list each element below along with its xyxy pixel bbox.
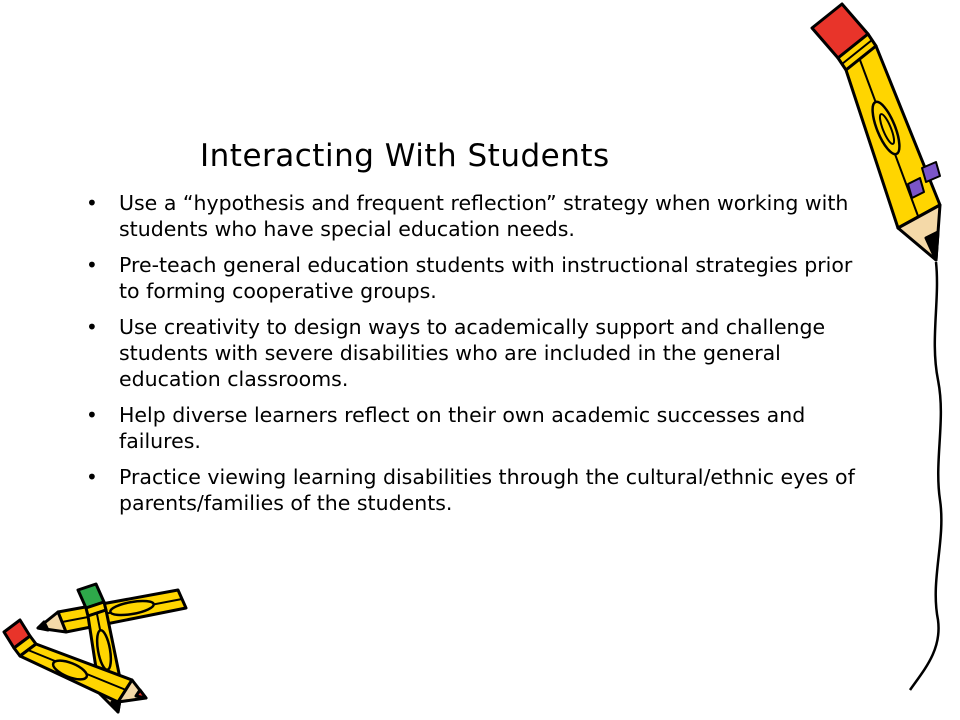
- bullet-icon: •: [86, 315, 98, 339]
- bullet-item: [84, 402, 874, 454]
- bullet-item: [84, 190, 874, 242]
- bullet-text: Use creativity to design ways to academically support and challenge students with severe disabilities who are included in the general education classrooms.: [119, 315, 826, 391]
- bullet-item: [84, 314, 874, 392]
- slide-title: Interacting With Students: [200, 138, 610, 174]
- bullet-icon: •: [86, 465, 98, 489]
- bullet-icon: •: [86, 403, 98, 427]
- bullet-item: [84, 252, 874, 304]
- bullet-icon: •: [86, 191, 98, 215]
- bullet-item: [84, 464, 874, 516]
- bullet-icon: •: [86, 253, 98, 277]
- bullet-text: Pre-teach general education students with instructional strategies prior to forming cooperative groups.: [119, 253, 853, 303]
- bullet-text: Use a “hypothesis and frequent reflection” strategy when working with students who have special education needs.: [119, 191, 849, 241]
- bullet-list: [84, 190, 874, 526]
- bullet-text: Help diverse learners reflect on their own academic successes and failures.: [119, 403, 806, 453]
- pencils-bottom-left-icon: [0, 570, 200, 720]
- bullet-text: Practice viewing learning disabilities through the cultural/ethnic eyes of parents/families of the students.: [119, 465, 855, 515]
